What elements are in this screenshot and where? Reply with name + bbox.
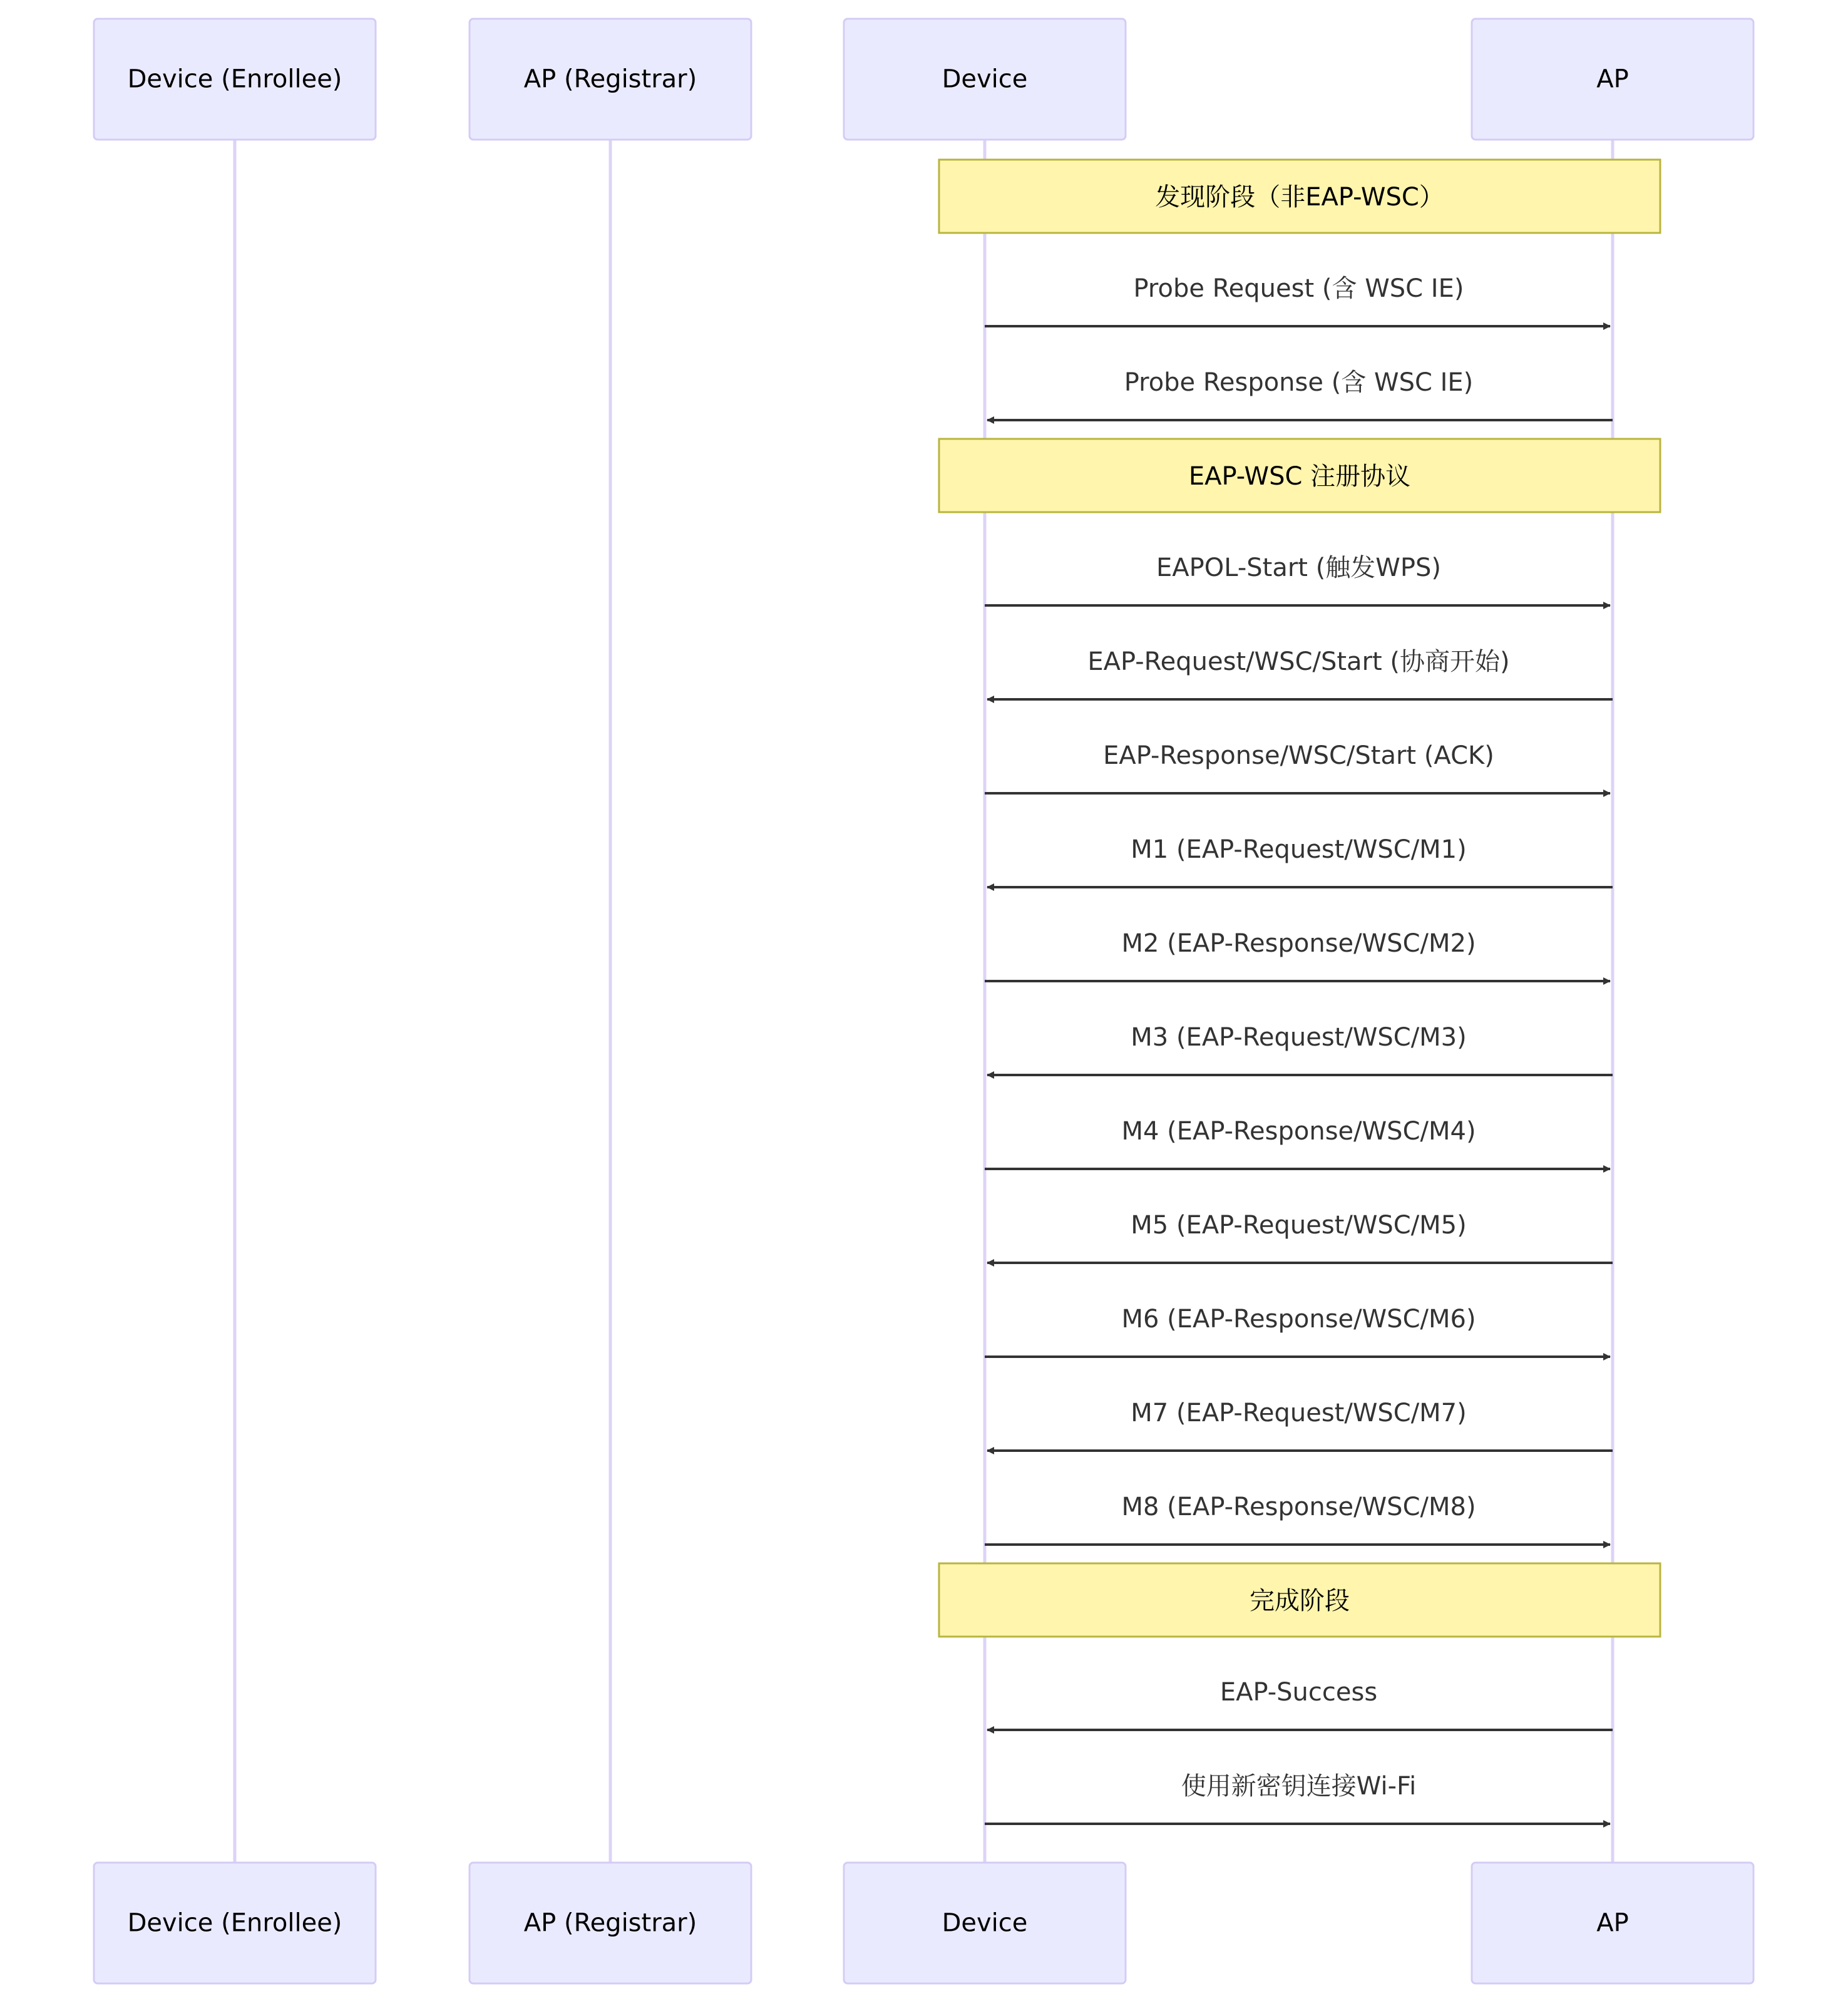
message-label: EAPOL-Start (触发WPS)	[1156, 553, 1441, 582]
note-text: 完成阶段	[1250, 1587, 1350, 1615]
actors-top	[94, 19, 1753, 140]
note	[939, 160, 1660, 233]
actor-bottom	[844, 1863, 1126, 1983]
message	[987, 1211, 1613, 1263]
actor-label: Device	[942, 64, 1028, 94]
actor-top	[1472, 19, 1753, 140]
actor-label: AP	[1596, 64, 1629, 94]
note	[939, 1563, 1660, 1637]
actor-label: AP (Registrar)	[523, 64, 697, 94]
actor-top	[94, 19, 376, 140]
message-label: M4 (EAP-Response/WSC/M4)	[1121, 1117, 1476, 1146]
message-label: M7 (EAP-Request/WSC/M7)	[1131, 1399, 1467, 1427]
actor-bottom	[470, 1863, 751, 1983]
message-label: M3 (EAP-Request/WSC/M3)	[1131, 1023, 1467, 1052]
actor-label: Device (Enrollee)	[127, 1908, 342, 1938]
message-label: EAP-Response/WSC/Start (ACK)	[1103, 741, 1494, 770]
message	[985, 741, 1610, 793]
message	[985, 1772, 1610, 1824]
message	[985, 553, 1610, 605]
message-label: Probe Response (含 WSC IE)	[1124, 368, 1474, 397]
message	[987, 1399, 1613, 1451]
message-label: EAP-Request/WSC/Start (协商开始)	[1087, 647, 1510, 676]
note-text: EAP-WSC 注册协议	[1188, 462, 1411, 491]
actor-bottom	[1472, 1863, 1753, 1983]
actor-label: Device (Enrollee)	[127, 64, 342, 94]
actor-top	[470, 19, 751, 140]
message-label: EAP-Success	[1219, 1678, 1378, 1707]
actor-label: AP	[1596, 1908, 1629, 1938]
message-label: Probe Request (含 WSC IE)	[1133, 274, 1464, 303]
message-label: 使用新密钥连接Wi-Fi	[1181, 1772, 1417, 1801]
message	[987, 647, 1613, 699]
actor-bottom	[94, 1863, 376, 1983]
message	[987, 835, 1613, 887]
message-label: M1 (EAP-Request/WSC/M1)	[1131, 835, 1467, 864]
message	[987, 368, 1613, 420]
message-label: M5 (EAP-Request/WSC/M5)	[1131, 1211, 1467, 1240]
message	[987, 1678, 1613, 1730]
message	[985, 1493, 1610, 1545]
message-label: M6 (EAP-Response/WSC/M6)	[1121, 1305, 1476, 1334]
message	[985, 1305, 1610, 1357]
message	[985, 929, 1610, 981]
message-label: M2 (EAP-Response/WSC/M2)	[1121, 929, 1476, 958]
note	[939, 439, 1660, 512]
message	[987, 1023, 1613, 1075]
message	[985, 274, 1610, 326]
note-text: 发现阶段（非EAP-WSC）	[1155, 183, 1444, 212]
actor-top	[844, 19, 1126, 140]
message-label: M8 (EAP-Response/WSC/M8)	[1121, 1493, 1476, 1521]
actor-label: Device	[942, 1908, 1028, 1938]
actors-bottom	[94, 1863, 1753, 1983]
actor-label: AP (Registrar)	[523, 1908, 697, 1938]
message	[985, 1117, 1610, 1169]
sequence-items	[939, 160, 1660, 1824]
